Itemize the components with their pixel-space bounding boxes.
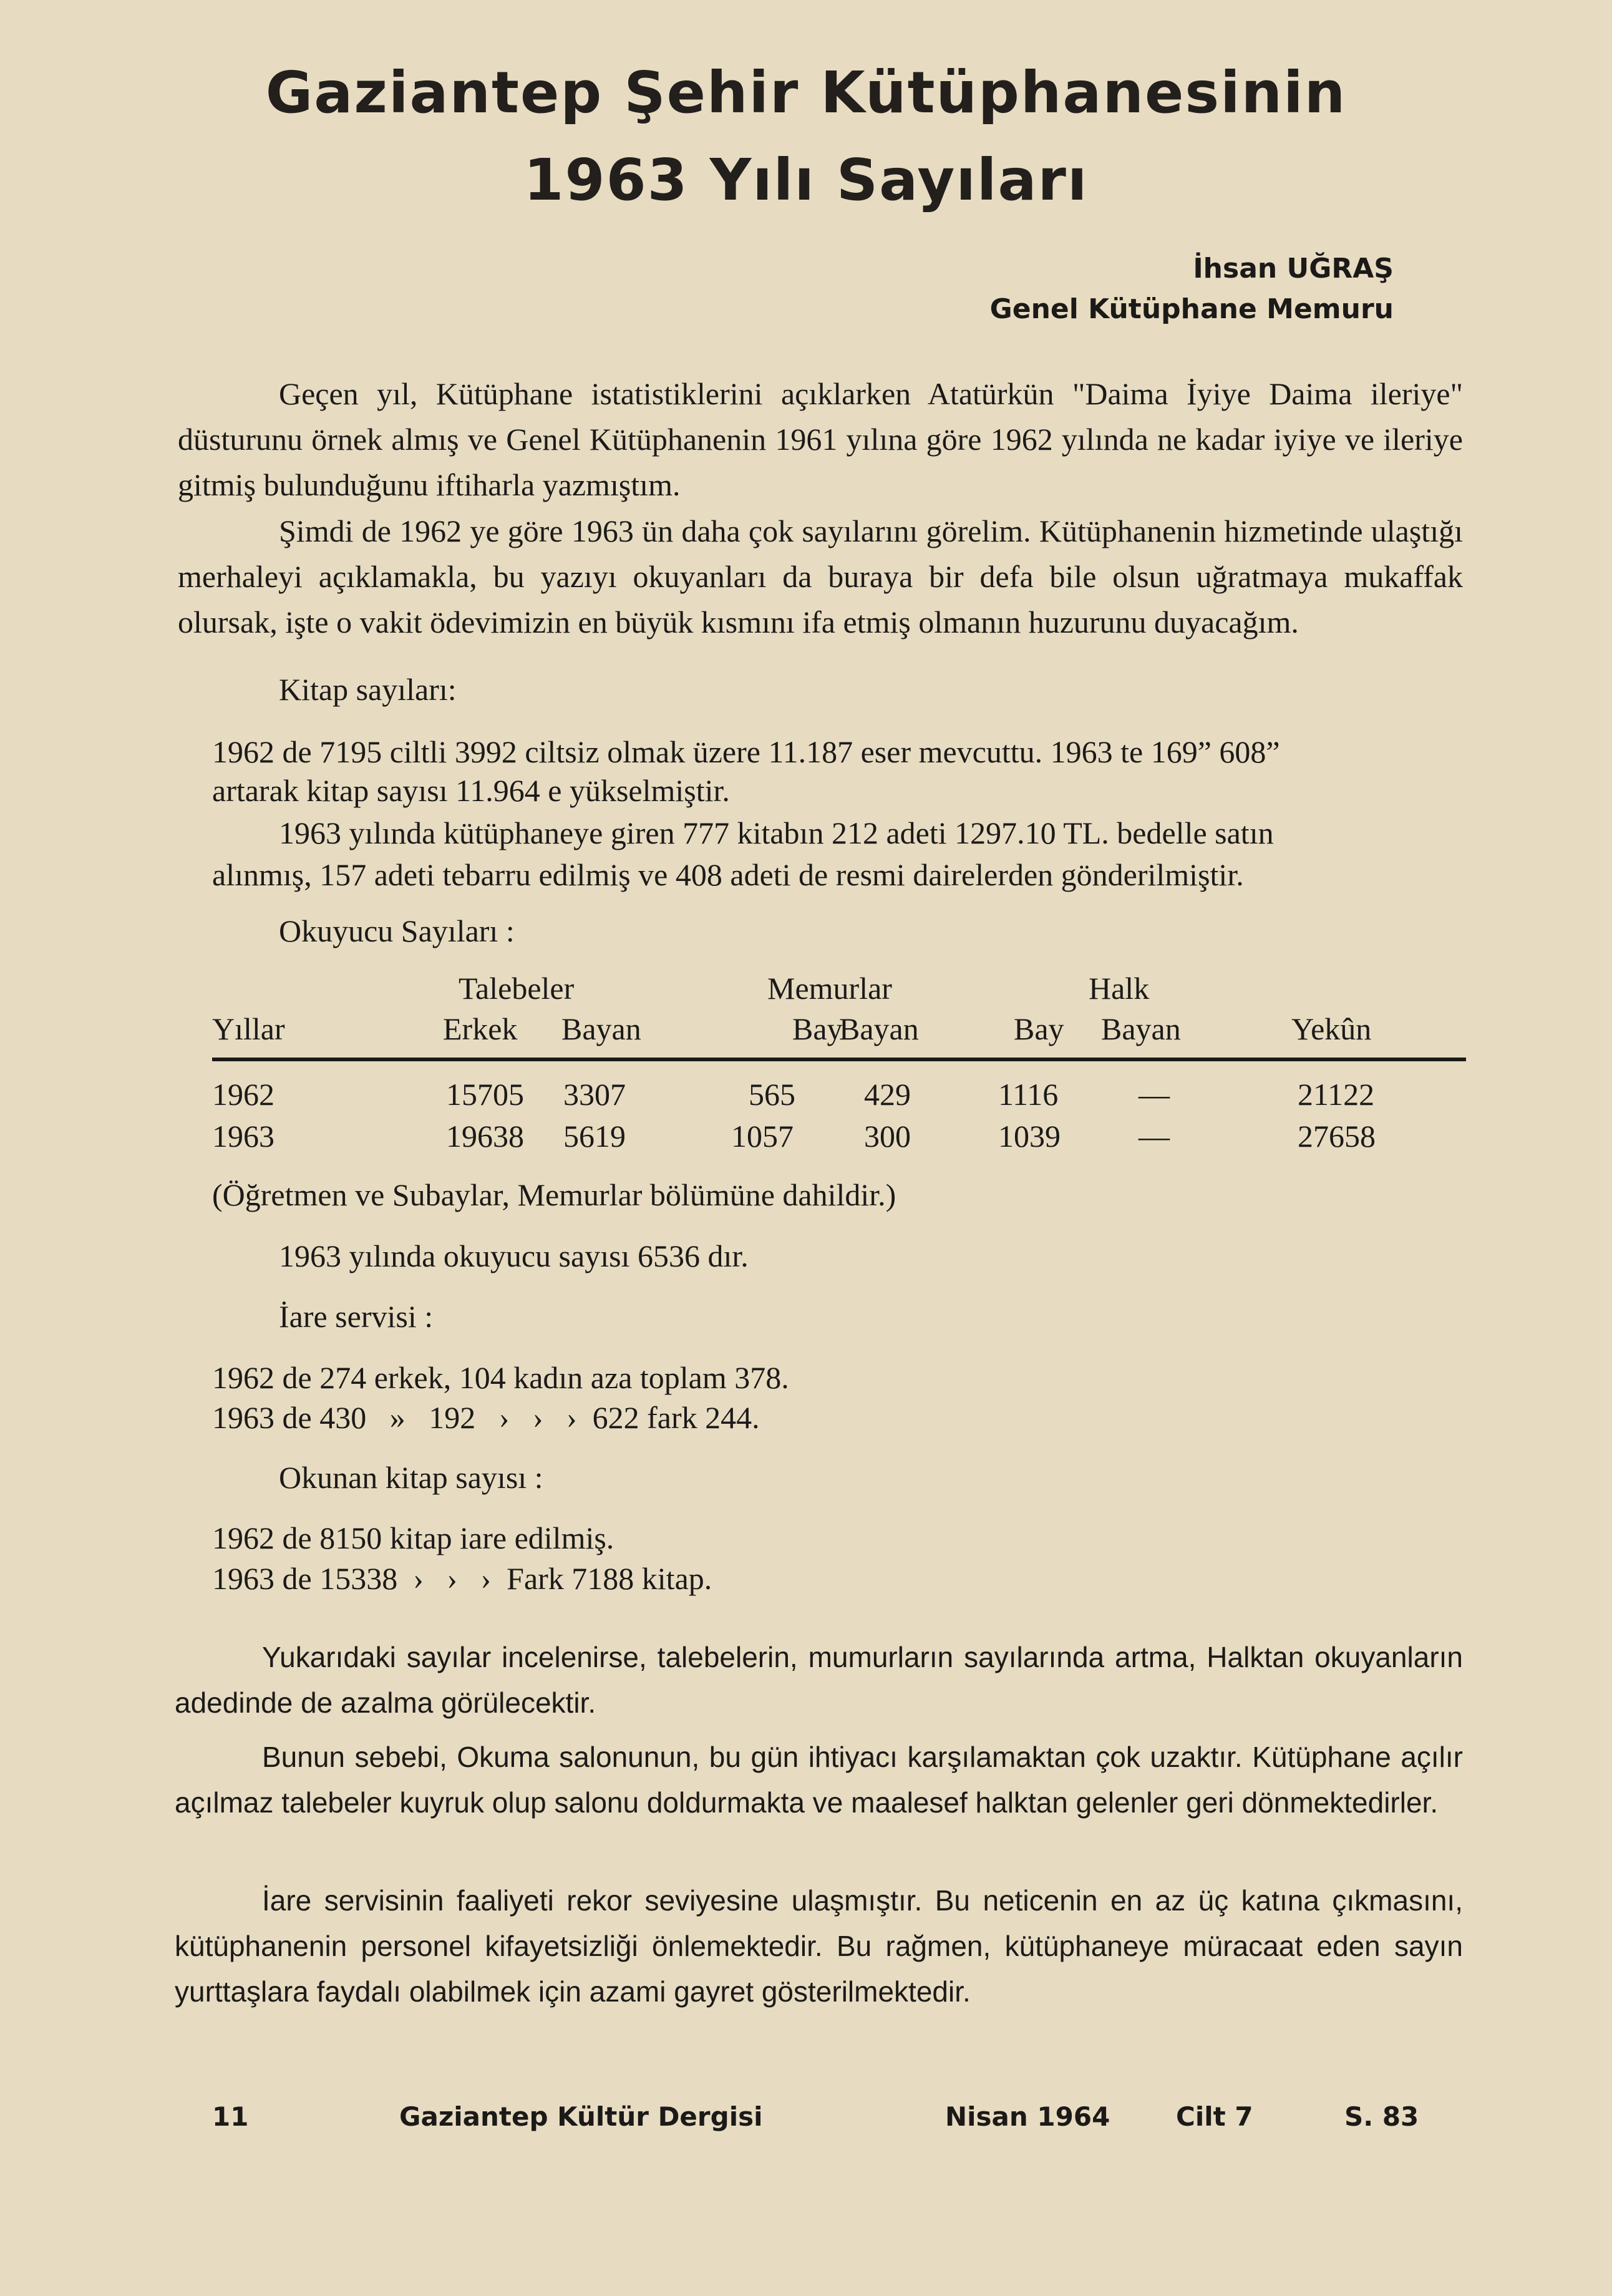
cell-yekun: 21122 — [1298, 1077, 1375, 1112]
iare-1962: 1962 de 274 erkek, 104 kadın aza toplam 378. — [212, 1360, 789, 1395]
table-header-rule — [212, 1058, 1466, 1061]
column-header-talebe-erkek: Erkek — [443, 1011, 518, 1046]
column-header-halk-bayan: Bayan — [1101, 1011, 1181, 1046]
cell-talebe-bayan: 3307 — [563, 1077, 626, 1112]
kitap-line-1: 1962 de 7195 ciltli 3992 ciltsiz olmak üzere 11.187 eser mevcuttu. 1963 te 169” 608” — [212, 734, 1280, 769]
kitap-line-2: artarak kitap sayısı 11.964 e yükselmiştir. — [212, 773, 730, 808]
group-header-talebeler: Talebeler — [459, 971, 575, 1006]
heading-okuyucu-sayilari: Okuyucu Sayıları : — [279, 913, 515, 948]
cell-halk-bay: 1039 — [998, 1119, 1061, 1154]
okunan-1962: 1962 de 8150 kitap iare edilmiş. — [212, 1520, 614, 1555]
cell-talebe-erkek: 15705 — [446, 1077, 524, 1112]
kitap-line-3: 1963 yılında kütüphaneye giren 777 kitabın 212 adeti 1297.10 TL. bedelle satın — [279, 815, 1274, 850]
column-header-memur-bayan: Bayan — [839, 1011, 919, 1046]
heading-iare-servisi: İare servisi : — [279, 1299, 434, 1334]
column-header-yekun: Yekûn — [1291, 1011, 1372, 1046]
cell-halk-bayan: — — [1139, 1077, 1170, 1112]
footer-journal: Gaziantep Kültür Dergisi — [399, 2101, 763, 2132]
cell-memur-bayan: 300 — [864, 1119, 911, 1154]
reader-stats-table — [212, 970, 1466, 1170]
cell-memur-bay: 1057 — [731, 1119, 794, 1154]
paragraph-yukaridaki: Yukarıdaki sayılar incelenirse, talebelerin, mumurların sayılarında artma, Halktan okuyanların adedinde de azalma görülecektir. — [175, 1641, 1463, 1719]
heading-kitap-sayilari: Kitap sayıları: — [279, 672, 457, 707]
footer-volume: Cilt 7 — [1176, 2101, 1253, 2132]
author-name: İhsan UĞRAŞ — [1193, 253, 1394, 285]
author-role: Genel Kütüphane Memuru — [989, 293, 1394, 325]
cell-halk-bayan: — — [1139, 1119, 1170, 1154]
paragraph-intro: Geçen yıl, Kütüphane istatistiklerini açıklarken Atatürkün "Daima İyiye Daima ileriye" düsturunu örnek almış ve Genel Kütüphanenin 1961 yılına göre 1962 yılında ne kadar iyiye ve ileriye gitmiş bulunduğunu iftiharla yazmıştım. — [178, 376, 1463, 502]
column-header-halk-bay: Bay — [1014, 1011, 1064, 1046]
column-header-yillar: Yıllar — [212, 1011, 285, 1046]
footer-page-number: 11 — [212, 2101, 249, 2132]
okuyucu-1963-total: 1963 yılında okuyucu sayısı 6536 dır. — [279, 1238, 749, 1273]
footer-date: Nisan 1964 — [945, 2101, 1110, 2132]
cell-yekun: 27658 — [1298, 1119, 1376, 1154]
cell-year: 1962 — [212, 1077, 274, 1112]
title-line-2: 1963 Yılı Sayıları — [523, 147, 1089, 213]
paragraph-bunun-sebebi: Bunun sebebi, Okuma salonunun, bu gün ihtiyacı karşılamaktan çok uzaktır. Kütüphane açılır açılmaz talebeler kuyruk olup salonu doldurmakta ve maalesef halktan gelenler geri dönmektedirler. — [175, 1741, 1463, 1819]
cell-halk-bay: 1116 — [998, 1077, 1059, 1112]
okunan-1963: 1963 de 15338 › › › Fark 7188 kitap. — [212, 1561, 712, 1596]
heading-okunan-kitap: Okunan kitap sayısı : — [279, 1460, 543, 1495]
group-header-memurlar: Memurlar — [767, 971, 892, 1006]
group-header-halk: Halk — [1089, 971, 1150, 1006]
column-header-memur-bay: Bay — [792, 1011, 843, 1046]
cell-year: 1963 — [212, 1119, 274, 1154]
cell-memur-bay: 565 — [749, 1077, 795, 1112]
column-header-talebe-bayan: Bayan — [561, 1011, 641, 1046]
iare-1963: 1963 de 430 » 192 › › › 622 fark 244. — [212, 1400, 760, 1435]
paragraph-iare-servisinin: İare servisinin faaliyeti rekor seviyesine ulaşmıştır. Bu neticenin en az üç katına çıkmasını, kütüphanenin personel kifayetsizliği önlemektedir. Bu rağmen, kütüphaneye müracaat eden sayın yurttaşlara faydalı olabilmek için azami gayret gösterilmektedir. — [175, 1884, 1463, 2008]
cell-talebe-erkek: 19638 — [446, 1119, 524, 1154]
table-note: (Öğretmen ve Subaylar, Memurlar bölümüne dahildir.) — [212, 1177, 896, 1212]
cell-memur-bayan: 429 — [864, 1077, 911, 1112]
paragraph-comparison: Şimdi de 1962 ye göre 1963 ün daha çok sayılarını görelim. Kütüphanenin hizmetinde ulaştığı merhaleyi açıklamakla, bu yazıyı okuyanları da buraya bir defa bile olsun uğratmaya mukaffak olursak, işte o vakit ödevimizin en büyük kısmını ifa etmiş olmanın huzurunu duyacağım. — [178, 513, 1463, 640]
cell-talebe-bayan: 5619 — [563, 1119, 626, 1154]
title-line-1: Gaziantep Şehir Kütüphanesinin — [265, 59, 1347, 126]
kitap-line-4: alınmış, 157 adeti tebarru edilmiş ve 408 adeti de resmi dairelerden gönderilmiştir. — [212, 857, 1244, 892]
footer-issue: S. 83 — [1344, 2101, 1419, 2132]
